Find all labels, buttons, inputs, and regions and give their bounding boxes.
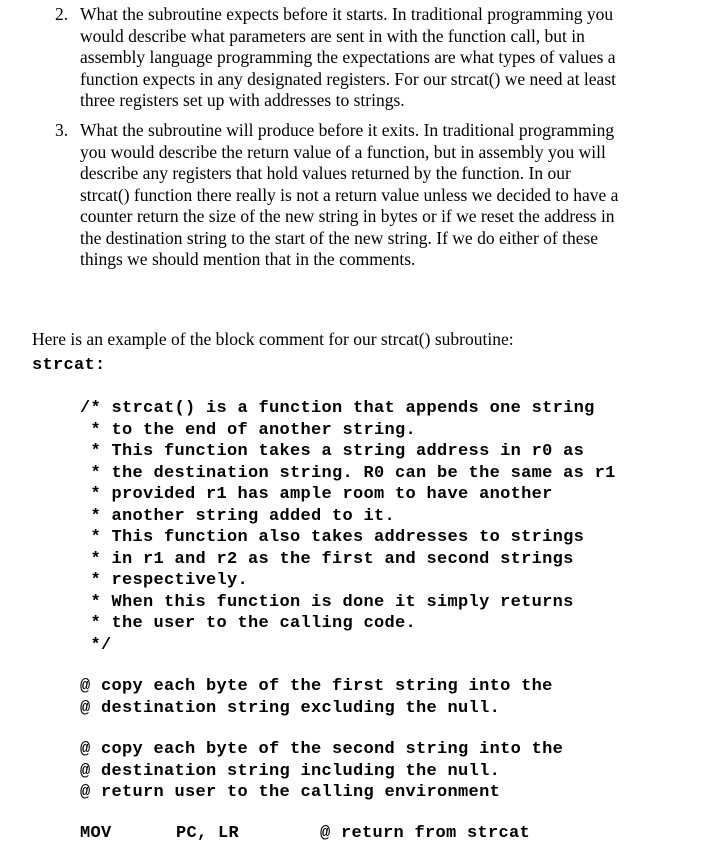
list-item-2 xyxy=(55,4,675,114)
instruction-operands: PC, LR xyxy=(176,824,240,843)
list-item-text-line: function expects in any designated registers. For our strcat() we need at least xyxy=(80,68,616,89)
code-line: @ return user to the calling environment xyxy=(80,783,501,802)
list-item-3 xyxy=(55,120,675,275)
list-item-text-line: things we should mention that in the comments. xyxy=(80,249,416,269)
list-item-text-line: assembly language programming the expectations are what types of values a xyxy=(80,47,616,67)
list-item-text-line: counter return the size of the new string in bytes or if we reset the address in xyxy=(80,206,615,226)
code-line: * This function takes a string address in r0 as xyxy=(80,442,585,461)
instruction-mnemonic: MOV xyxy=(80,824,112,843)
code-label: strcat: xyxy=(32,356,106,375)
list-item-text-line: strcat() function there really is not a return value unless we decided to have a xyxy=(80,184,619,205)
code-line: * respectively. xyxy=(80,571,249,590)
list-number: 3. xyxy=(55,120,69,140)
code-line: @ copy each byte of the second string into the xyxy=(80,740,564,759)
code-line: * another string added to it. xyxy=(80,506,396,526)
code-line: * the user to the calling code. xyxy=(80,614,417,633)
code-line: * provided r1 has ample room to have another xyxy=(80,485,553,504)
list-item-text-line: describe any registers that hold values returned by the function. In our xyxy=(80,163,571,183)
code-line: * When this function is done it simply returns xyxy=(80,592,574,612)
list-item-text-line: What the subroutine expects before it starts. In traditional programming you xyxy=(80,4,614,24)
code-line: @ destination string excluding the null. xyxy=(80,698,501,718)
instruction-comment: @ return from strcat xyxy=(320,824,531,843)
list-item-text-line: the destination string to the start of the new string. If we do either of these xyxy=(80,227,599,248)
list-item-text-line: would describe what parameters are sent in with the function call, but in xyxy=(80,25,585,46)
list-item-text-line: you would describe the return value of a function, but in assembly you will xyxy=(80,141,606,162)
intro-paragraph: Here is an example of the block comment for our strcat() subroutine: xyxy=(32,329,514,349)
code-line: * in r1 and r2 as the first and second strings xyxy=(80,549,574,569)
code-line: * to the end of another string. xyxy=(80,420,417,440)
list-item-text-line: three registers set up with addresses to strings. xyxy=(80,90,405,110)
code-line: */ xyxy=(80,635,112,655)
list-number: 2. xyxy=(55,4,69,24)
code-line: @ destination string including the null. xyxy=(80,761,501,781)
code-line: /* strcat() is a function that appends one string xyxy=(80,399,595,418)
code-line: @ copy each byte of the first string into the xyxy=(80,677,553,696)
code-line: * the destination string. R0 can be the same as r1 xyxy=(80,463,616,483)
list-item-text-line: What the subroutine will produce before it exits. In traditional programming xyxy=(80,120,615,140)
code-line: * This function also takes addresses to strings xyxy=(80,528,585,547)
